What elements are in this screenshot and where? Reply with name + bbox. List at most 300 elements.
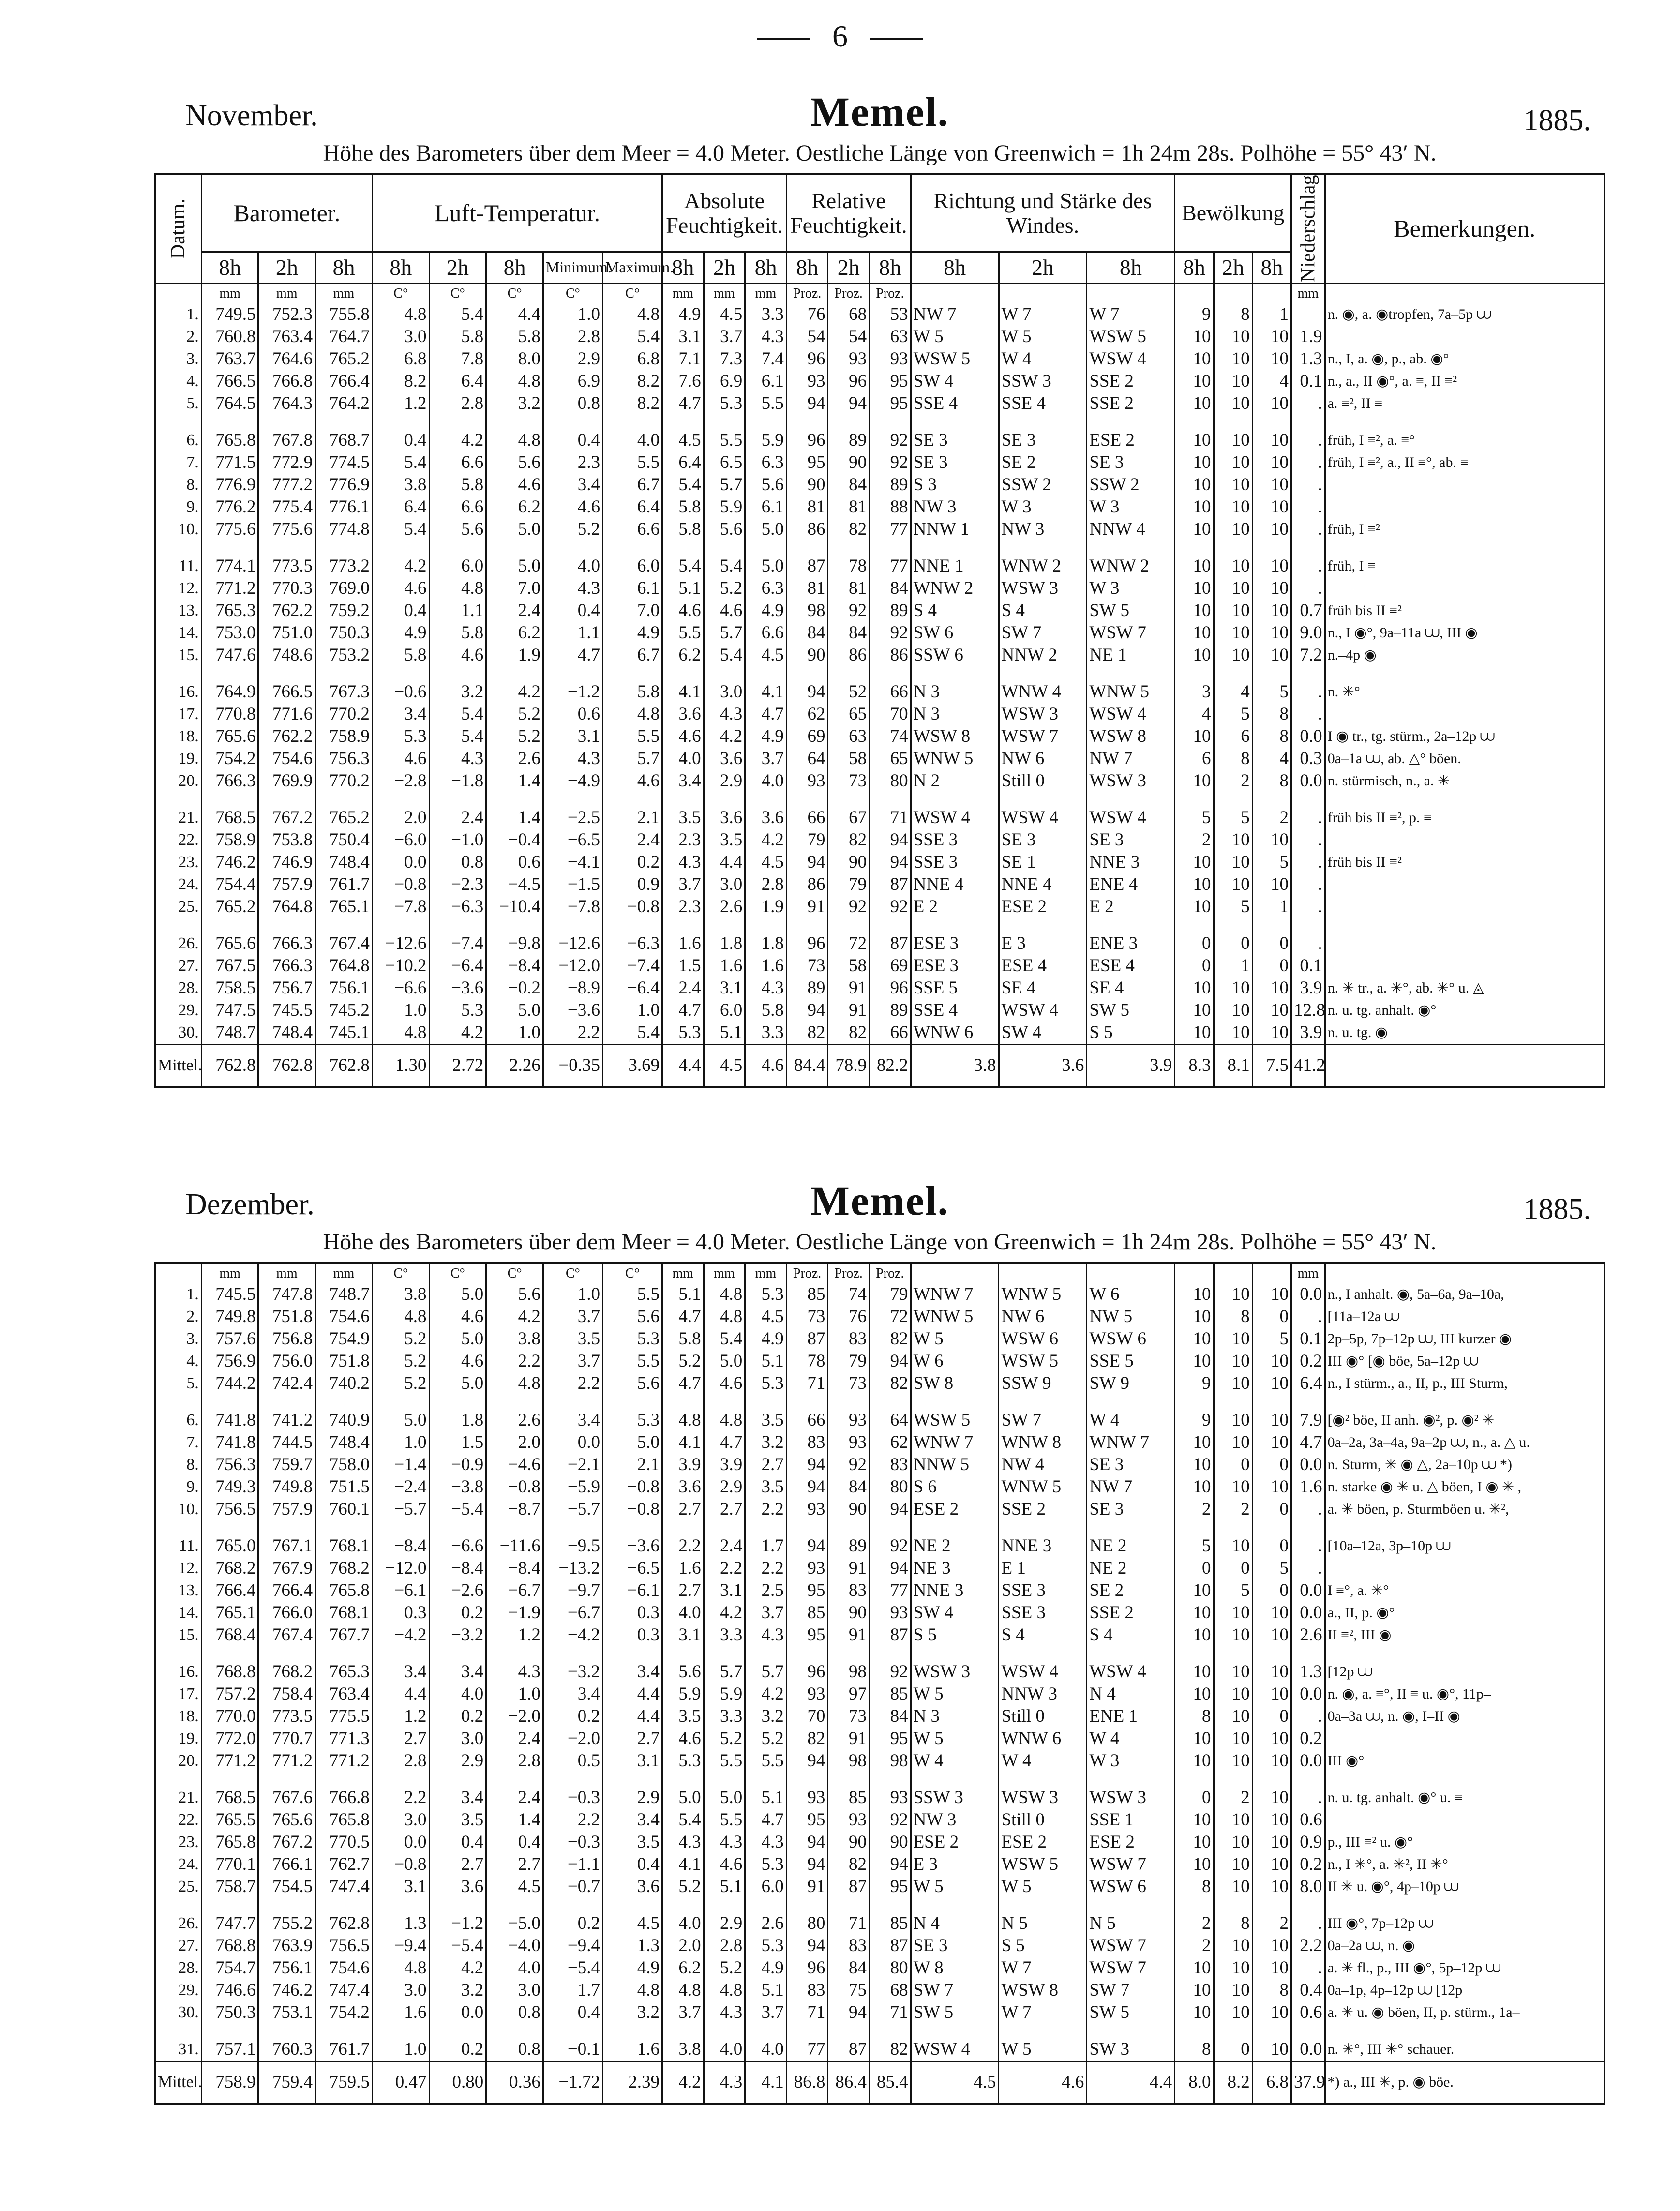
remarks-cell: 0a–2a, 3a–4a, 9a–2p ⩊, n., a. △ u.	[1325, 1431, 1605, 1454]
relative-humidity-cell: 70	[786, 1705, 828, 1728]
cloud-cell: 10	[1214, 451, 1252, 474]
temperature-max-cell: 5.3	[602, 1328, 662, 1350]
absolute-humidity-cell: 4.9	[745, 725, 787, 748]
relative-humidity-cell: 90	[828, 851, 870, 873]
absolute-humidity-cell: 5.1	[704, 1876, 745, 1898]
table-row	[155, 1935, 1605, 1957]
absolute-humidity-cell: 4.7	[745, 703, 787, 725]
table-row	[155, 392, 1605, 415]
day-cell: 16.	[155, 681, 201, 703]
precipitation-cell: .	[1291, 518, 1325, 541]
relative-humidity-cell: 87	[870, 933, 911, 955]
spacer-cell	[870, 918, 911, 933]
cloud-cell: 10	[1252, 999, 1291, 1022]
spacer-cell	[486, 1772, 543, 1787]
cloud-cell: 10	[1252, 1935, 1291, 1957]
relative-humidity-cell: 84.4	[786, 1044, 828, 1087]
cloud-cell: 8.3	[1175, 1044, 1214, 1087]
temperature-cell: 3.4	[429, 1787, 486, 1809]
precipitation-cell: 9.0	[1291, 622, 1325, 644]
wind-cell: SSE 5	[911, 977, 999, 999]
absolute-humidity-cell: 5.7	[704, 474, 745, 496]
unit-cell: C°	[429, 283, 486, 303]
absolute-humidity-cell: 4.2	[745, 1683, 787, 1705]
header-remarks: Bemerkungen.	[1325, 174, 1605, 283]
relative-humidity-cell: 73	[828, 1372, 870, 1395]
wind-cell: SW 8	[911, 1372, 999, 1395]
temperature-cell: 6.2	[486, 496, 543, 518]
precipitation-cell: 4.7	[1291, 1431, 1325, 1454]
wind-cell: NW 3	[911, 496, 999, 518]
remarks-cell	[1325, 955, 1605, 977]
absolute-humidity-cell: 7.3	[704, 348, 745, 370]
precipitation-cell: 3.9	[1291, 977, 1325, 999]
cloud-cell: 6	[1175, 748, 1214, 770]
temperature-cell: 0.8	[486, 2001, 543, 2024]
spacer-cell	[911, 1772, 999, 1787]
table-row	[155, 1476, 1605, 1498]
barometer-cell: 771.3	[315, 1728, 373, 1750]
temperature-max-cell: 5.0	[602, 1431, 662, 1454]
cloud-cell: 10	[1252, 1853, 1291, 1876]
spacer-cell	[1252, 541, 1291, 555]
precipitation-cell: 0.0	[1291, 1283, 1325, 1306]
spacer-cell	[1087, 918, 1175, 933]
absolute-humidity-cell: 5.3	[704, 392, 745, 415]
wind-cell: WSW 3	[999, 703, 1087, 725]
day-cell: 3.	[155, 1328, 201, 1350]
temperature-cell: 2.4	[486, 600, 543, 622]
barometer-cell: 763.9	[258, 1935, 315, 1957]
remarks-cell	[1325, 933, 1605, 955]
temperature-cell: 3.0	[372, 1809, 429, 1831]
barometer-cell: 765.6	[258, 1809, 315, 1831]
barometer-cell: 773.5	[258, 555, 315, 577]
absolute-humidity-cell: 5.2	[704, 577, 745, 600]
relative-humidity-cell: 83	[786, 1431, 828, 1454]
relative-humidity-cell: 77	[869, 1579, 911, 1602]
barometer-cell: 776.9	[201, 474, 258, 496]
spacer-cell	[662, 2024, 704, 2038]
temperature-cell: 2.26	[486, 1044, 543, 1087]
table-row	[155, 681, 1605, 703]
spacer-cell	[543, 2024, 602, 2038]
day-cell: 13.	[155, 1579, 201, 1602]
absolute-humidity-cell: 2.9	[704, 1476, 745, 1498]
absolute-humidity-cell: 4.2	[745, 829, 787, 851]
temperature-min-cell: 4.7	[543, 644, 602, 666]
cloud-cell: 10	[1214, 1831, 1252, 1853]
relative-humidity-cell: 82	[786, 1728, 828, 1750]
relative-humidity-cell: 86	[786, 873, 828, 896]
cloud-cell: 10	[1175, 451, 1214, 474]
temperature-cell: 1.4	[486, 1809, 543, 1831]
barometer-cell: 751.8	[315, 1350, 373, 1372]
temperature-cell: −0.9	[429, 1454, 486, 1476]
wind-cell: WNW 5	[1087, 681, 1175, 703]
temperature-cell: 4.8	[372, 1957, 429, 1979]
absolute-humidity-cell: 4.0	[704, 2038, 745, 2061]
spacer-cell	[315, 1772, 373, 1787]
precipitation-cell: .	[1291, 851, 1325, 873]
absolute-humidity-cell: 5.1	[745, 1979, 787, 2001]
barometer-cell: 762.8	[315, 1912, 373, 1935]
absolute-humidity-cell: 5.1	[662, 1283, 704, 1306]
temperature-min-cell: −6.7	[543, 1602, 602, 1624]
wind-cell: WSW 7	[1087, 1957, 1175, 1979]
cloud-cell: 10	[1252, 1283, 1291, 1306]
cloud-cell: 10	[1252, 1431, 1291, 1454]
barometer-cell: 774.8	[315, 518, 373, 541]
temperature-cell: −9.4	[372, 1935, 429, 1957]
spacer-cell	[662, 792, 704, 807]
precipitation-cell: .	[1291, 577, 1325, 600]
wind-cell: E 2	[911, 896, 999, 918]
header-hour: 2h	[429, 252, 486, 283]
temperature-cell: −3.2	[429, 1624, 486, 1646]
wind-cell: WSW 7	[999, 725, 1087, 748]
wind-cell: ESE 2	[1087, 1831, 1175, 1853]
relative-humidity-cell: 74	[828, 1283, 870, 1306]
cloud-cell: 3	[1175, 681, 1214, 703]
temperature-cell: 2.2	[486, 1350, 543, 1372]
cloud-cell: 10	[1252, 1476, 1291, 1498]
wind-cell: WNW 6	[911, 1022, 999, 1045]
wind-cell: SW 4	[999, 1022, 1087, 1045]
cloud-cell: 10	[1214, 1350, 1252, 1372]
relative-humidity-cell: 95	[870, 370, 911, 392]
barometer-cell: 750.4	[315, 829, 373, 851]
precipitation-cell: 0.0	[1291, 770, 1325, 792]
barometer-cell: 747.6	[201, 644, 258, 666]
temperature-cell: 1.1	[429, 600, 486, 622]
wind-cell: Still 0	[999, 770, 1087, 792]
absolute-humidity-cell: 2.4	[704, 1535, 745, 1557]
barometer-cell: 746.2	[258, 1979, 315, 2001]
wind-cell: SSW 2	[1087, 474, 1175, 496]
header-cloud: Bewölkung	[1175, 174, 1291, 252]
cloud-cell: 8	[1214, 748, 1252, 770]
wind-cell: WNW 7	[911, 1431, 999, 1454]
table-row	[155, 703, 1605, 725]
absolute-humidity-cell: 2.7	[662, 1579, 704, 1602]
unit-cell: Proz.	[786, 283, 828, 303]
absolute-humidity-cell: 5.5	[745, 1750, 787, 1772]
relative-humidity-cell: 92	[828, 1454, 870, 1476]
absolute-humidity-cell: 5.7	[704, 622, 745, 644]
spacer-cell	[315, 415, 373, 429]
spacer-cell	[786, 918, 828, 933]
cloud-cell: 2	[1175, 1498, 1214, 1520]
relative-humidity-cell: 93	[786, 1557, 828, 1579]
precipitation-cell: .	[1291, 703, 1325, 725]
day-cell: 3.	[155, 348, 201, 370]
wind-cell: SE 3	[1087, 829, 1175, 851]
relative-humidity-cell: 94	[786, 392, 828, 415]
spacer-cell	[258, 792, 315, 807]
absolute-humidity-cell: 3.9	[704, 1454, 745, 1476]
cloud-cell: 10	[1214, 829, 1252, 851]
day-cell: 23.	[155, 851, 201, 873]
spacer-cell	[602, 1395, 662, 1409]
temperature-min-cell: 4.3	[543, 577, 602, 600]
cloud-cell: 4	[1214, 681, 1252, 703]
absolute-humidity-cell: 4.9	[745, 600, 787, 622]
wind-cell: NW 6	[999, 748, 1087, 770]
day-cell: 8.	[155, 474, 201, 496]
barometer-cell: 759.4	[258, 2061, 315, 2104]
table-row	[155, 1661, 1605, 1683]
temperature-max-cell: 6.0	[602, 555, 662, 577]
relative-humidity-cell: 90	[828, 1602, 870, 1624]
precipitation-cell: .	[1291, 1912, 1325, 1935]
absolute-humidity-cell: 6.3	[745, 577, 787, 600]
temperature-cell: 0.8	[486, 2038, 543, 2061]
barometer-cell: 746.6	[201, 1979, 258, 2001]
temperature-cell: 1.0	[486, 1683, 543, 1705]
wind-cell: W 3	[1087, 496, 1175, 518]
unit-cell: Proz.	[828, 1263, 870, 1283]
wind-cell: SW 5	[1087, 2001, 1175, 2024]
temperature-cell: 5.0	[429, 1328, 486, 1350]
relative-humidity-cell: 81	[828, 577, 870, 600]
cloud-cell: 10	[1252, 1728, 1291, 1750]
wind-cell: SSE 3	[999, 1579, 1087, 1602]
wind-cell: S 5	[1087, 1022, 1175, 1045]
absolute-humidity-cell: 3.0	[704, 681, 745, 703]
absolute-humidity-cell: 4.8	[704, 1306, 745, 1328]
temperature-cell: −8.4	[486, 955, 543, 977]
unit-cell	[1214, 283, 1252, 303]
spacer-cell	[1325, 1898, 1605, 1912]
relative-humidity-cell: 92	[870, 451, 911, 474]
spacer-cell	[911, 1520, 999, 1535]
absolute-humidity-cell: 3.0	[704, 873, 745, 896]
unit-cell: mm	[315, 1263, 373, 1283]
cloud-cell: 10	[1214, 1957, 1252, 1979]
wind-cell: WSW 4	[1087, 807, 1175, 829]
spacer-cell	[662, 1646, 704, 1661]
cloud-cell: 2	[1175, 1935, 1214, 1957]
absolute-humidity-cell: 3.6	[745, 807, 787, 829]
spacer-cell	[704, 415, 745, 429]
wind-cell: SSE 2	[1087, 370, 1175, 392]
cloud-cell: 10	[1214, 1328, 1252, 1350]
barometer-cell: 757.6	[201, 1328, 258, 1350]
wind-cell: WSW 4	[999, 1661, 1087, 1683]
temperature-max-cell: 0.9	[602, 873, 662, 896]
spacer-row	[155, 1520, 1605, 1535]
absolute-humidity-cell: 3.6	[704, 807, 745, 829]
barometer-cell: 768.4	[201, 1624, 258, 1646]
barometer-cell: 760.1	[315, 1498, 373, 1520]
temperature-max-cell: 3.69	[602, 1044, 662, 1087]
temperature-min-cell: 3.7	[543, 1350, 602, 1372]
absolute-humidity-cell: 5.9	[662, 1683, 704, 1705]
spacer-cell	[602, 1520, 662, 1535]
barometer-cell: 762.2	[258, 725, 315, 748]
spacer-cell	[155, 1395, 201, 1409]
wind-cell: ESE 3	[911, 955, 999, 977]
barometer-cell: 747.4	[315, 1876, 373, 1898]
temperature-cell: −2.3	[429, 873, 486, 896]
temperature-min-cell: −9.5	[543, 1535, 602, 1557]
wind-cell: WSW 4	[1087, 348, 1175, 370]
temperature-cell: 2.8	[429, 392, 486, 415]
temperature-min-cell: 4.6	[543, 496, 602, 518]
temperature-cell: −6.0	[372, 829, 429, 851]
barometer-cell: 762.7	[315, 1853, 373, 1876]
barometer-cell: 765.5	[201, 1809, 258, 1831]
day-cell: 5.	[155, 1372, 201, 1395]
spacer-cell	[201, 2024, 258, 2038]
unit-cell	[911, 283, 999, 303]
day-cell: 19.	[155, 748, 201, 770]
temperature-max-cell: −6.1	[602, 1579, 662, 1602]
temperature-min-cell: −5.7	[543, 1498, 602, 1520]
temperature-cell: 4.8	[486, 1372, 543, 1395]
wind-cell: WNW 4	[999, 681, 1087, 703]
temperature-max-cell: 7.0	[602, 600, 662, 622]
spacer-cell	[1252, 1898, 1291, 1912]
absolute-humidity-cell: 2.7	[662, 1498, 704, 1520]
relative-humidity-cell: 94	[786, 1935, 828, 1957]
relative-humidity-cell: 96	[828, 370, 870, 392]
wind-cell: WNW 5	[999, 1476, 1087, 1498]
cloud-cell: 10	[1175, 2001, 1214, 2024]
barometer-cell: 748.4	[258, 1022, 315, 1045]
temperature-max-cell: 6.7	[602, 644, 662, 666]
precipitation-cell: 1.9	[1291, 326, 1325, 348]
temperature-cell: −6.3	[429, 896, 486, 918]
temperature-cell: 5.0	[429, 1372, 486, 1395]
spacer-row	[155, 2024, 1605, 2038]
absolute-humidity-cell: 5.7	[704, 1661, 745, 1683]
temperature-max-cell: −6.3	[602, 933, 662, 955]
spacer-cell	[704, 792, 745, 807]
cloud-cell: 10	[1214, 2001, 1252, 2024]
cloud-cell: 0	[1252, 1306, 1291, 1328]
barometer-cell: 754.6	[315, 1306, 373, 1328]
spacer-cell	[1291, 1772, 1325, 1787]
wind-cell: SSE 2	[1087, 1602, 1175, 1624]
wind-cell: NNE 3	[911, 1579, 999, 1602]
absolute-humidity-cell: 5.6	[662, 1661, 704, 1683]
wind-cell: SSE 2	[999, 1498, 1087, 1520]
wind-cell: E 1	[999, 1557, 1087, 1579]
wind-cell: 3.6	[999, 1044, 1087, 1087]
temperature-max-cell: 4.9	[602, 1957, 662, 1979]
barometer-cell: 742.4	[258, 1372, 315, 1395]
absolute-humidity-cell: 5.2	[662, 1350, 704, 1372]
wind-cell: WSW 4	[911, 2038, 999, 2061]
relative-humidity-cell: 91	[786, 896, 828, 918]
unit-cell: C°	[602, 1263, 662, 1283]
relative-humidity-cell: 80	[786, 1912, 828, 1935]
absolute-humidity-cell: 4.8	[662, 1979, 704, 2001]
temperature-cell: 8.0	[486, 348, 543, 370]
cloud-cell: 10	[1214, 518, 1252, 541]
absolute-humidity-cell: 4.6	[662, 1728, 704, 1750]
cloud-cell: 10	[1214, 1535, 1252, 1557]
remarks-cell: a. ≡², II ≡	[1325, 392, 1605, 415]
spacer-cell	[1175, 792, 1214, 807]
spacer-cell	[828, 792, 870, 807]
relative-humidity-cell: 96	[786, 1661, 828, 1683]
temperature-cell: 4.8	[372, 1306, 429, 1328]
temperature-cell: 5.8	[429, 326, 486, 348]
remarks-cell: n., I stürm., a., II, p., III Sturm,	[1325, 1372, 1605, 1395]
temperature-cell: −5.4	[429, 1498, 486, 1520]
temperature-cell: −6.6	[372, 977, 429, 999]
table-row	[155, 496, 1605, 518]
spacer-cell	[999, 415, 1087, 429]
temperature-cell: 5.2	[372, 1372, 429, 1395]
header-relative-humidity: Relative Feuchtigkeit.	[786, 174, 911, 252]
temperature-cell: 0.47	[372, 2061, 429, 2104]
spacer-cell	[1291, 1646, 1325, 1661]
temperature-cell: 3.0	[372, 1979, 429, 2001]
day-cell: 30.	[155, 2001, 201, 2024]
absolute-humidity-cell: 4.2	[662, 2061, 704, 2104]
day-cell: 10.	[155, 518, 201, 541]
wind-cell: SW 5	[1087, 999, 1175, 1022]
cloud-cell: 10	[1214, 1683, 1252, 1705]
spacer-cell	[999, 1520, 1087, 1535]
absolute-humidity-cell: 6.6	[745, 622, 787, 644]
absolute-humidity-cell: 5.3	[745, 1935, 787, 1957]
relative-humidity-cell: 98	[869, 1750, 911, 1772]
cloud-cell: 0	[1175, 1787, 1214, 1809]
year-title: 1885.	[1523, 104, 1591, 137]
spacer-cell	[870, 541, 911, 555]
absolute-humidity-cell: 1.6	[704, 955, 745, 977]
temperature-min-cell: −2.0	[543, 1728, 602, 1750]
unit-cell	[1214, 1263, 1252, 1283]
spacer-cell	[745, 1898, 787, 1912]
spacer-cell	[372, 1520, 429, 1535]
cloud-cell: 10	[1252, 577, 1291, 600]
relative-humidity-cell: 91	[786, 1876, 828, 1898]
spacer-cell	[155, 918, 201, 933]
temperature-max-cell: 3.4	[602, 1809, 662, 1831]
barometer-cell: 764.9	[201, 681, 258, 703]
barometer-cell: 765.8	[201, 429, 258, 451]
barometer-cell: 776.1	[315, 496, 373, 518]
temperature-cell: 3.4	[429, 1661, 486, 1683]
spacer-row	[155, 541, 1605, 555]
barometer-cell: 760.3	[258, 2038, 315, 2061]
barometer-cell: 754.9	[315, 1328, 373, 1350]
barometer-cell: 764.6	[258, 348, 315, 370]
spacer-cell	[429, 792, 486, 807]
barometer-cell: 765.8	[315, 1579, 373, 1602]
spacer-cell	[1087, 792, 1175, 807]
wind-cell: SSE 3	[911, 829, 999, 851]
temperature-cell: −10.2	[372, 955, 429, 977]
spacer-cell	[745, 1520, 787, 1535]
temperature-cell: −6.4	[429, 955, 486, 977]
temperature-min-cell: 0.6	[543, 703, 602, 725]
table-row	[155, 955, 1605, 977]
wind-cell: W 5	[999, 2038, 1087, 2061]
temperature-cell: 0.4	[429, 1831, 486, 1853]
temperature-cell: 4.3	[486, 1661, 543, 1683]
wind-cell: S 4	[1087, 1624, 1175, 1646]
spacer-cell	[315, 2024, 373, 2038]
unit-cell: C°	[486, 283, 543, 303]
spacer-cell	[999, 792, 1087, 807]
